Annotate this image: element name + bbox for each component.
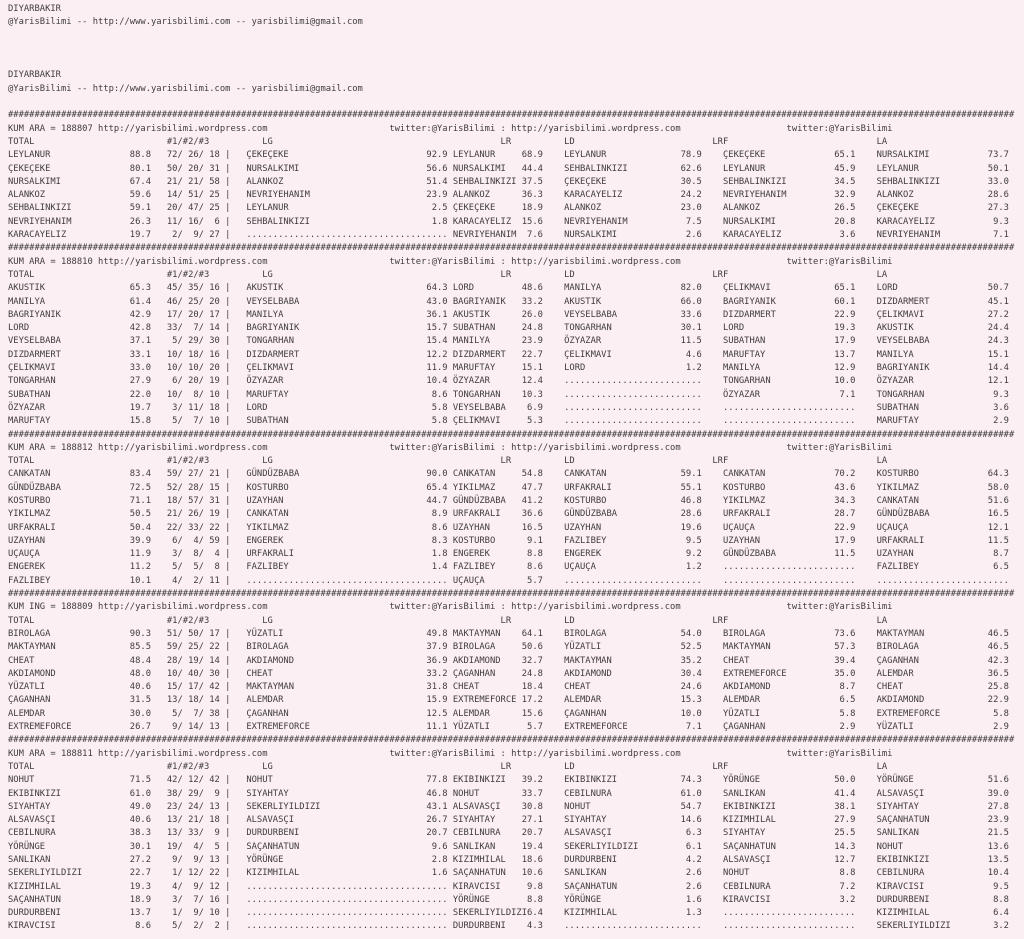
separator-line: ############################################################################################################################################################################################## [8, 735, 1015, 746]
table-row: NURSALKIMI 67.4 21/ 21/ 58 | ALANKOZ 51.4 SEHBALINKIZI 37.5 ÇEKEÇEKE 30.5 SEHBALINKIZI 34.5 SEHBALINKIZI 33.0 [8, 176, 1009, 187]
table-row: ALANKOZ 59.6 14/ 51/ 25 | NEVRIYEHANIM 23.9 ALANKOZ 36.3 KARACAYELIZ 24.2 NEVRIYEHANIM 32.9 ALANKOZ 28.6 [8, 190, 1009, 201]
table-row: KIRAVCISI 8.6 5/ 2/ 2 | ...................................... DURDURBENI 4.3 .......................... ......................... SEKERLIYILDIZI 3.2 [8, 921, 1009, 932]
section-header-line: KUM ARA = 188810 http://yarisbilimi.wordpress.com twitter:@YarisBilimi : http://yarisbilimi.wordpress.com twitter:@YarisBilimi [8, 256, 893, 267]
table-row: DURDURBENI 13.7 1/ 9/ 10 | ...................................... SEKERLIYILDIZI6.4 KIZIMHILAL 1.3 ......................... KIZIMHILAL 6.4 [8, 908, 1009, 919]
separator-line: ############################################################################################################################################################################################## [8, 243, 1015, 254]
table-row: SEHBALINKIZI 59.1 20/ 47/ 25 | LEYLANUR 2.5 ÇEKEÇEKE 18.9 ALANKOZ 23.0 ALANKOZ 26.5 ÇEKEÇEKE 27.3 [8, 203, 1009, 214]
table-row: ÇELIKMAVI 33.0 10/ 10/ 20 | ÇELIKMAVI 11.9 MARUFTAY 15.1 LORD 1.2 MANILYA 12.9 BAGRIYANIK 14.4 [8, 363, 1009, 374]
section-header-line: KUM ING = 188809 http://yarisbilimi.wordpress.com twitter:@YarisBilimi : http://yarisbilimi.wordpress.com twitter:@YarisBilimi [8, 602, 893, 613]
table-row: ALSAVASÇI 40.6 13/ 21/ 18 | ALSAVASÇI 26.7 SIYAHTAY 27.1 SIYAHTAY 14.6 KIZIMHILAL 27.9 SAÇANHATUN 23.9 [8, 815, 1009, 826]
column-header-line: TOTAL #1/#2/#3 LG LR LD LRF LA [8, 761, 888, 772]
table-row: YÜZATLI 40.6 15/ 17/ 42 | MAKTAYMAN 31.8 CHEAT 18.4 CHEAT 24.6 AKDIAMOND 8.7 CHEAT 25.8 [8, 682, 1009, 693]
table-row: CANKATAN 83.4 59/ 27/ 21 | GÜNDÜZBABA 90.0 CANKATAN 54.8 CANKATAN 59.1 CANKATAN 70.2 KOSTURBO 64.3 [8, 469, 1009, 480]
table-row: BAGRIYANIK 42.9 17/ 20/ 17 | MANILYA 36.1 AKUSTIK 26.0 VEYSELBABA 33.6 DIZDARMERT 22.9 ÇELIKMAVI 27.2 [8, 309, 1009, 320]
table-row: YÖRÜNGE 30.1 19/ 4/ 5 | SAÇANHATUN 9.6 SANLIKAN 19.4 SEKERLIYILDIZI 6.1 SAÇANHATUN 14.3 NOHUT 13.6 [8, 841, 1009, 852]
section-header-line: KUM ARA = 188811 http://yarisbilimi.wordpress.com twitter:@YarisBilimi : http://yarisbilimi.wordpress.com twitter:@YarisBilimi [8, 748, 893, 759]
table-row: ENGEREK 11.2 5/ 5/ 8 | FAZLIBEY 1.4 FAZLIBEY 8.6 UÇAUÇA 1.2 ......................... FAZLIBEY 6.5 [8, 562, 1009, 573]
column-header-line: TOTAL #1/#2/#3 LG LR LD LRF LA [8, 456, 888, 467]
table-row: MARUFTAY 15.8 5/ 7/ 10 | SUBATHAN 5.8 ÇELIKMAVI 5.3 .......................... ......................... MARUFTAY 2.9 [8, 416, 1009, 427]
table-row: TONGARHAN 27.9 6/ 20/ 19 | ÖZYAZAR 10.4 ÖZYAZAR 12.4 .......................... TONGARHAN 10.0 ÖZYAZAR 12.1 [8, 376, 1009, 387]
table-row: UZAYHAN 39.9 6/ 4/ 59 | ENGEREK 8.3 KOSTURBO 9.1 FAZLIBEY 9.5 UZAYHAN 17.9 URFAKRALI 11.5 [8, 535, 1009, 546]
table-row: EXTREMEFORCE 26.7 9/ 14/ 13 | EXTREMEFORCE 11.1 YÜZATLI 5.7 EXTREMEFORCE 7.1 ÇAGANHAN 2.9 YÜZATLI 2.9 [8, 722, 1009, 733]
table-row: KOSTURBO 71.1 18/ 57/ 31 | UZAYHAN 44.7 GÜNDÜZBABA 41.2 KOSTURBO 46.8 YIKILMAZ 34.3 CANKATAN 51.6 [8, 495, 1009, 506]
table-row: SAÇANHATUN 18.9 3/ 7/ 16 | ...................................... YÖRÜNGE 8.8 YÖRÜNGE 1.6 KIRAVCISI 3.2 DURDURBENI 8.8 [8, 894, 1009, 905]
table-row: MAKTAYMAN 85.5 59/ 25/ 22 | BIROLAGA 37.9 BIROLAGA 50.6 YÜZATLI 52.5 MAKTAYMAN 57.3 BIROLAGA 46.5 [8, 642, 1009, 653]
table-row: KIZIMHILAL 19.3 4/ 9/ 12 | ...................................... KIRAVCISI 9.8 SAÇANHATUN 2.6 CEBILNURA 7.2 KIRAVCISI 9.5 [8, 881, 1009, 892]
table-row: CEBILNURA 38.3 13/ 33/ 9 | DURDURBENI 20.7 CEBILNURA 20.7 ALSAVASÇI 6.3 SIYAHTAY 25.5 SANLIKAN 21.5 [8, 828, 1009, 839]
table-row: NEVRIYEHANIM 26.3 11/ 16/ 6 | SEHBALINKIZI 1.8 KARACAYELIZ 15.6 NEVRIYEHANIM 7.5 NURSALKIMI 20.8 KARACAYELIZ 9.3 [8, 216, 1009, 227]
section-header-line: KUM ARA = 188807 http://yarisbilimi.wordpress.com twitter:@YarisBilimi : http://yarisbilimi.wordpress.com twitter:@YarisBilimi [8, 123, 893, 134]
table-row: AKDIAMOND 48.0 10/ 40/ 30 | CHEAT 33.2 ÇAGANHAN 24.8 AKDIAMOND 30.4 EXTREMEFORCE 35.0 ALEMDAR 36.5 [8, 668, 1009, 679]
table-row: SIYAHTAY 49.0 23/ 24/ 13 | SEKERLIYILDIZI 43.1 ALSAVASÇI 30.8 NOHUT 54.7 EKIBINKIZI 38.1 SIYAHTAY 27.8 [8, 801, 1009, 812]
table-row: YIKILMAZ 50.5 21/ 26/ 19 | CANKATAN 8.9 URFAKRALI 36.6 GÜNDÜZBABA 28.6 URFAKRALI 28.7 GÜNDÜZBABA 16.5 [8, 509, 1009, 520]
table-row: SANLIKAN 27.2 9/ 9/ 13 | YÖRÜNGE 2.8 KIZIMHILAL 18.6 DURDURBENI 4.2 ALSAVASÇI 12.7 EKIBINKIZI 13.5 [8, 855, 1009, 865]
table-row: NOHUT 71.5 42/ 12/ 42 | NOHUT 77.8 EKIBINKIZI 39.2 EKIBINKIZI 74.3 YÖRÜNGE 50.0 YÖRÜNGE 51.6 [8, 775, 1009, 786]
table-row: KARACAYELIZ 19.7 2/ 9/ 27 | ...................................... NEVRIYEHANIM 7.6 NURSALKIMI 2.6 KARACAYELIZ 3.6 NEVRIYEHANIM 7.1 [8, 230, 1009, 241]
table-row: SUBATHAN 22.0 10/ 8/ 10 | MARUFTAY 8.6 TONGARHAN 10.3 .......................... ÖZYAZAR 7.1 TONGARHAN 9.3 [8, 389, 1009, 400]
table-row: DIZDARMERT 33.1 10/ 18/ 16 | DIZDARMERT 12.2 DIZDARMERT 22.7 ÇELIKMAVI 4.6 MARUFTAY 13.7 MANILYA 15.1 [8, 349, 1009, 360]
separator-line: ############################################################################################################################################################################################## [8, 110, 1015, 121]
table-row: URFAKRALI 50.4 22/ 33/ 22 | YIKILMAZ 8.6 UZAYHAN 16.5 UZAYHAN 19.6 UÇAUÇA 22.9 UÇAUÇA 12.1 [8, 522, 1009, 533]
table-row: SEKERLIYILDIZI 22.7 1/ 12/ 22 | KIZIMHILAL 1.6 SAÇANHATUN 10.6 SANLIKAN 2.6 NOHUT 8.8 CEBILNURA 10.4 [8, 868, 1009, 879]
table-row: VEYSELBABA 37.1 5/ 29/ 30 | TONGARHAN 15.4 MANILYA 23.9 ÖZYAZAR 11.5 SUBATHAN 17.9 VEYSELBABA 24.3 [8, 336, 1009, 347]
contact-line-repeat: @YarisBilimi -- http://www.yarisbilimi.com -- yarisbilimi@gmail.com [8, 83, 363, 94]
table-row: ÇAGANHAN 31.5 13/ 18/ 14 | ALEMDAR 15.9 EXTREMEFORCE 17.2 ALEMDAR 15.3 ALEMDAR 6.5 AKDIAMOND 22.9 [8, 695, 1009, 706]
table-row: AKUSTIK 65.3 45/ 35/ 16 | AKUSTIK 64.3 LORD 48.6 MANILYA 82.0 ÇELIKMAVI 65.1 LORD 50.7 [8, 283, 1009, 294]
separator-line: ############################################################################################################################################################################################## [8, 589, 1015, 600]
table-row: ÇEKEÇEKE 80.1 50/ 20/ 31 | NURSALKIMI 56.6 NURSALKIMI 44.4 SEHBALINKIZI 62.6 LEYLANUR 45.9 LEYLANUR 50.1 [8, 163, 1009, 174]
report-table [8, 110, 1014, 931]
table-row: GÜNDÜZBABA 72.5 52/ 28/ 15 | KOSTURBO 65.4 YIKILMAZ 47.7 URFAKRALI 55.1 KOSTURBO 43.6 YIKILMAZ 58.0 [8, 482, 1009, 493]
table-row: BIROLAGA 90.3 51/ 50/ 17 | YÜZATLI 49.8 MAKTAYMAN 64.1 BIROLAGA 54.0 BIROLAGA 73.6 MAKTAYMAN 46.5 [8, 628, 1009, 639]
report-text [8, 3, 1024, 934]
city-title: DIYARBAKIR [8, 4, 61, 14]
table-row: LORD 42.8 33/ 7/ 14 | BAGRIYANIK 15.7 SUBATHAN 24.8 TONGARHAN 30.1 LORD 19.3 AKUSTIK 24.4 [8, 323, 1009, 334]
contact-line: @YarisBilimi -- http://www.yarisbilimi.com -- yarisbilimi@gmail.com [8, 17, 363, 28]
separator-line: ############################################################################################################################################################################################## [8, 429, 1015, 440]
column-header-line: TOTAL #1/#2/#3 LG LR LD LRF LA [8, 615, 888, 626]
table-row: CHEAT 48.4 28/ 19/ 14 | AKDIAMOND 36.9 AKDIAMOND 32.7 MAKTAYMAN 35.2 CHEAT 39.4 ÇAGANHAN 42.3 [8, 655, 1009, 666]
table-row: FAZLIBEY 10.1 4/ 2/ 11 | ...................................... UÇAUÇA 5.7 .......................... ......................... ......................... [8, 575, 1009, 586]
table-row: EKIBINKIZI 61.0 38/ 29/ 9 | SIYAHTAY 46.8 NOHUT 33.7 CEBILNURA 61.0 SANLIKAN 41.4 ALSAVASÇI 39.0 [8, 788, 1009, 799]
table-row: ÖZYAZAR 19.7 3/ 11/ 18 | LORD 5.8 VEYSELBABA 6.9 .......................... ......................... SUBATHAN 3.6 [8, 402, 1009, 413]
city-title-repeat: DIYARBAKIR [8, 70, 61, 81]
column-header-line: TOTAL #1/#2/#3 LG LR LD LRF LA [8, 136, 888, 147]
table-row: MANILYA 61.4 46/ 25/ 20 | VEYSELBABA 43.0 BAGRIYANIK 33.2 AKUSTIK 66.0 BAGRIYANIK 60.1 DIZDARMERT 45.1 [8, 296, 1009, 307]
table-row: UÇAUÇA 11.9 3/ 8/ 4 | URFAKRALI 1.8 ENGEREK 8.8 ENGEREK 9.2 GÜNDÜZBABA 11.5 UZAYHAN 8.7 [8, 549, 1009, 560]
section-header-line: KUM ARA = 188812 http://yarisbilimi.wordpress.com twitter:@YarisBilimi : http://yarisbilimi.wordpress.com twitter:@YarisBilimi [8, 442, 893, 453]
table-row: ALEMDAR 30.0 5/ 7/ 38 | ÇAGANHAN 12.5 ALEMDAR 15.6 ÇAGANHAN 10.0 YÜZATLI 5.8 EXTREMEFORCE 5.8 [8, 708, 1009, 719]
table-row: LEYLANUR 88.8 72/ 26/ 18 | ÇEKEÇEKE 92.9 LEYLANUR 68.9 LEYLANUR 78.9 ÇEKEÇEKE 65.1 NURSALKIMI 73.7 [8, 150, 1009, 161]
column-header-line: TOTAL #1/#2/#3 LG LR LD LRF LA [8, 269, 888, 280]
